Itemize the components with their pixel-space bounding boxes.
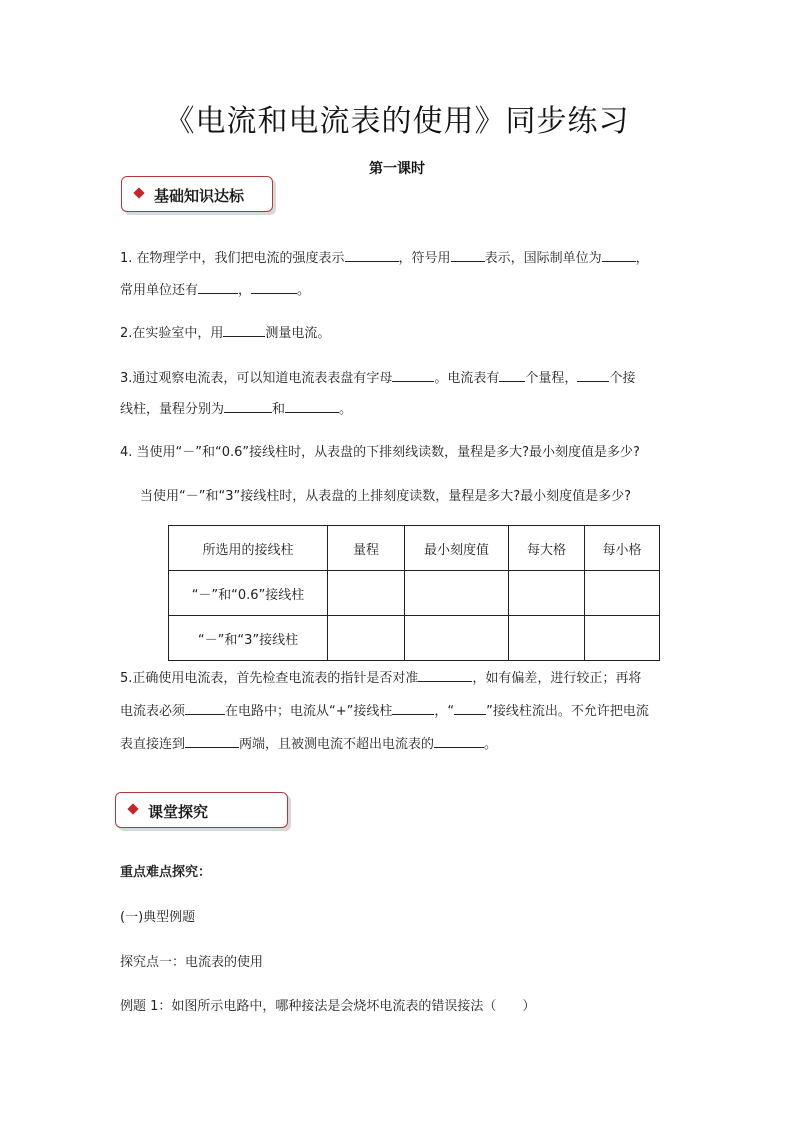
blank[interactable] [577,367,609,382]
explore-point: 探究点一：电流表的使用 [120,955,264,970]
question-1-line-1: 1. 在物理学中，我们把电流的强度表示 ，符号用 表示，国际制单位为 ， [120,247,649,269]
page-title: 《电流和电流表的使用》同步练习 [164,104,630,139]
blank[interactable] [285,398,339,413]
table-row [169,571,660,616]
section-label: 基础知识达标 [154,187,245,205]
blank[interactable] [251,279,297,294]
table-row [169,616,660,661]
section-header-classroom [115,792,288,828]
question-3-line-2: 线柱，量程分别为 和 。 [120,398,352,420]
answer-table [168,525,660,661]
answer-cell[interactable] [405,571,509,616]
table-header-cell: 所选用的接线柱 [169,526,328,571]
table-header-cell: 每大格 [509,526,585,571]
blank[interactable] [223,322,265,337]
answer-cell[interactable] [405,616,509,661]
blank[interactable] [198,279,238,294]
explore-subheading: (一)典型例题 [120,910,196,925]
page-subtitle: 第一课时 [369,161,425,177]
question-5-line-1: 5.正确使用电流表，首先检查电流表的指针是否对准 ，如有偏差，进行较正；再将 [120,667,641,689]
question-4-line-1: 4. 当使用“－”和“0.6”接线柱时，从表盘的下排刻线读数，量程是多大?最小刻度值是多少? [120,445,640,460]
table-header-cell: 最小刻度值 [405,526,509,571]
question-1-line-2: 常用单位还有 ， 。 [120,279,310,301]
section-header-basics [121,176,273,212]
question-2: 2.在实验室中，用 测量电流。 [120,322,330,344]
question-4-line-2: 当使用“－”和“3”接线柱时，从表盘的上排刻度读数，量程是多大?最小刻度值是多少? [140,489,632,504]
answer-cell[interactable] [328,616,405,661]
answer-cell[interactable] [509,616,585,661]
blank[interactable] [499,367,525,382]
diamond-icon [133,187,144,198]
section-label: 课堂探究 [148,803,209,821]
blank[interactable] [345,247,399,262]
table-row-label: “－”和“3”接线柱 [169,616,328,661]
table-header-cell: 量程 [328,526,405,571]
table-header-row [169,526,660,571]
example-question: 例题 1：如图所示电路中，哪种接法是会烧坏电流表的错误接法（ ） [120,999,536,1014]
answer-cell[interactable] [585,616,660,661]
diamond-icon [127,803,138,814]
answer-cell[interactable] [328,571,405,616]
blank[interactable] [454,700,486,715]
blank[interactable] [434,733,484,748]
blank[interactable] [224,398,272,413]
blank[interactable] [185,700,225,715]
explore-heading: 重点难点探究： [120,865,212,880]
blank[interactable] [392,700,434,715]
blank[interactable] [602,247,636,262]
blank[interactable] [185,733,239,748]
blank[interactable] [392,367,434,382]
question-3-line-1: 3.通过观察电流表，可以知道电流表表盘有字母 。电流表有 个量程， 个接 [120,367,635,389]
question-5-line-3: 表直接连到 两端，且被测电流不超出电流表的 。 [120,733,497,755]
table-row-label: “－”和“0.6”接线柱 [169,571,328,616]
question-5-line-2: 电流表必须 在电路中；电流从“+”接线柱 ，“ ”接线柱流出。不允许把电流 [120,700,649,722]
answer-cell[interactable] [585,571,660,616]
table-header-cell: 每小格 [585,526,660,571]
answer-cell[interactable] [509,571,585,616]
blank[interactable] [418,667,472,682]
blank[interactable] [451,247,485,262]
